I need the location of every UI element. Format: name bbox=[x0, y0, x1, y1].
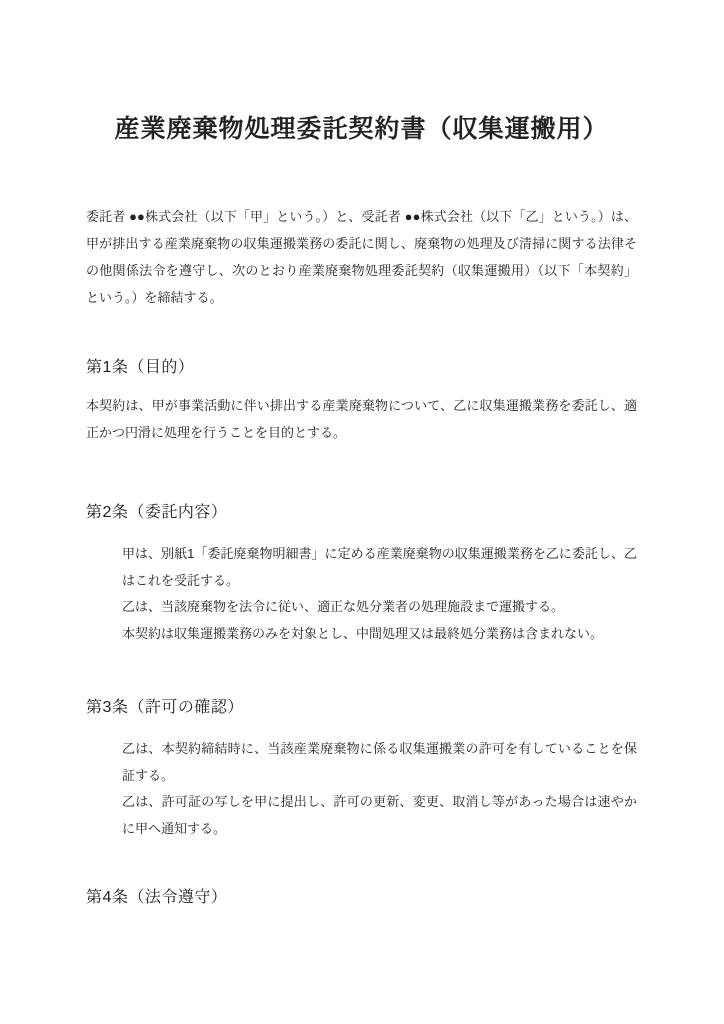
article-3-clauses bbox=[122, 736, 637, 842]
article-2-clause-2: 乙は、当該廃棄物を法令に従い、適正な処分業者の処理施設まで運搬する。 bbox=[122, 599, 565, 614]
article-2 bbox=[86, 502, 637, 647]
article-3-clause-1: 乙は、本契約締結時に、当該産業廃棄物に係る収集運搬業の許可を有していることを保証する。 bbox=[122, 741, 637, 783]
article-3 bbox=[86, 697, 637, 842]
article-3-clause-2: 乙は、許可証の写しを甲に提出し、許可の更新、変更、取消し等があった場合は速やかに甲へ通知する。 bbox=[122, 794, 637, 836]
article-2-clause-3: 本契約は収集運搬業務のみを対象とし、中間処理又は最終処分業務は含まれない。 bbox=[122, 625, 604, 641]
article-2-heading: 第2条（委託内容） bbox=[86, 504, 228, 521]
article-1 bbox=[86, 357, 637, 446]
article-3-heading: 第3条（許可の確認） bbox=[86, 699, 244, 716]
article-1-heading: 第1条（目的） bbox=[86, 359, 195, 376]
article-4-heading: 第4条（法令遵守） bbox=[86, 889, 228, 906]
article-2-clauses bbox=[122, 541, 637, 647]
article-1-body: 本契約は、甲が事業活動に伴い排出する産業廃棄物について、乙に収集運搬業務を委託し、適正かつ円滑に処理を行うことを目的とする。 bbox=[86, 398, 637, 440]
article-4 bbox=[86, 887, 637, 909]
preamble-paragraph: 委託者 ●●株式会社（以下「甲」という。）と、受託者 ●●株式会社（以下「乙」という。）は、甲が排出する産業廃棄物の収集運搬業務の委託に関し、廃棄物の処理及び清掃に関する法律その他関係法令を遵守し、次のとおり産業廃棄物処理委託契約（収集運搬用）（以下「本契約」という。）を締結する。 bbox=[86, 209, 637, 305]
document-title: 産業廃棄物処理委託契約書（収集運搬用） bbox=[114, 115, 609, 143]
article-2-clause-1: 甲は、別紙1「委託廃棄物明細書」に定める産業廃棄物の収集運搬業務を乙に委託し、乙はこれを受託する。 bbox=[122, 546, 637, 588]
